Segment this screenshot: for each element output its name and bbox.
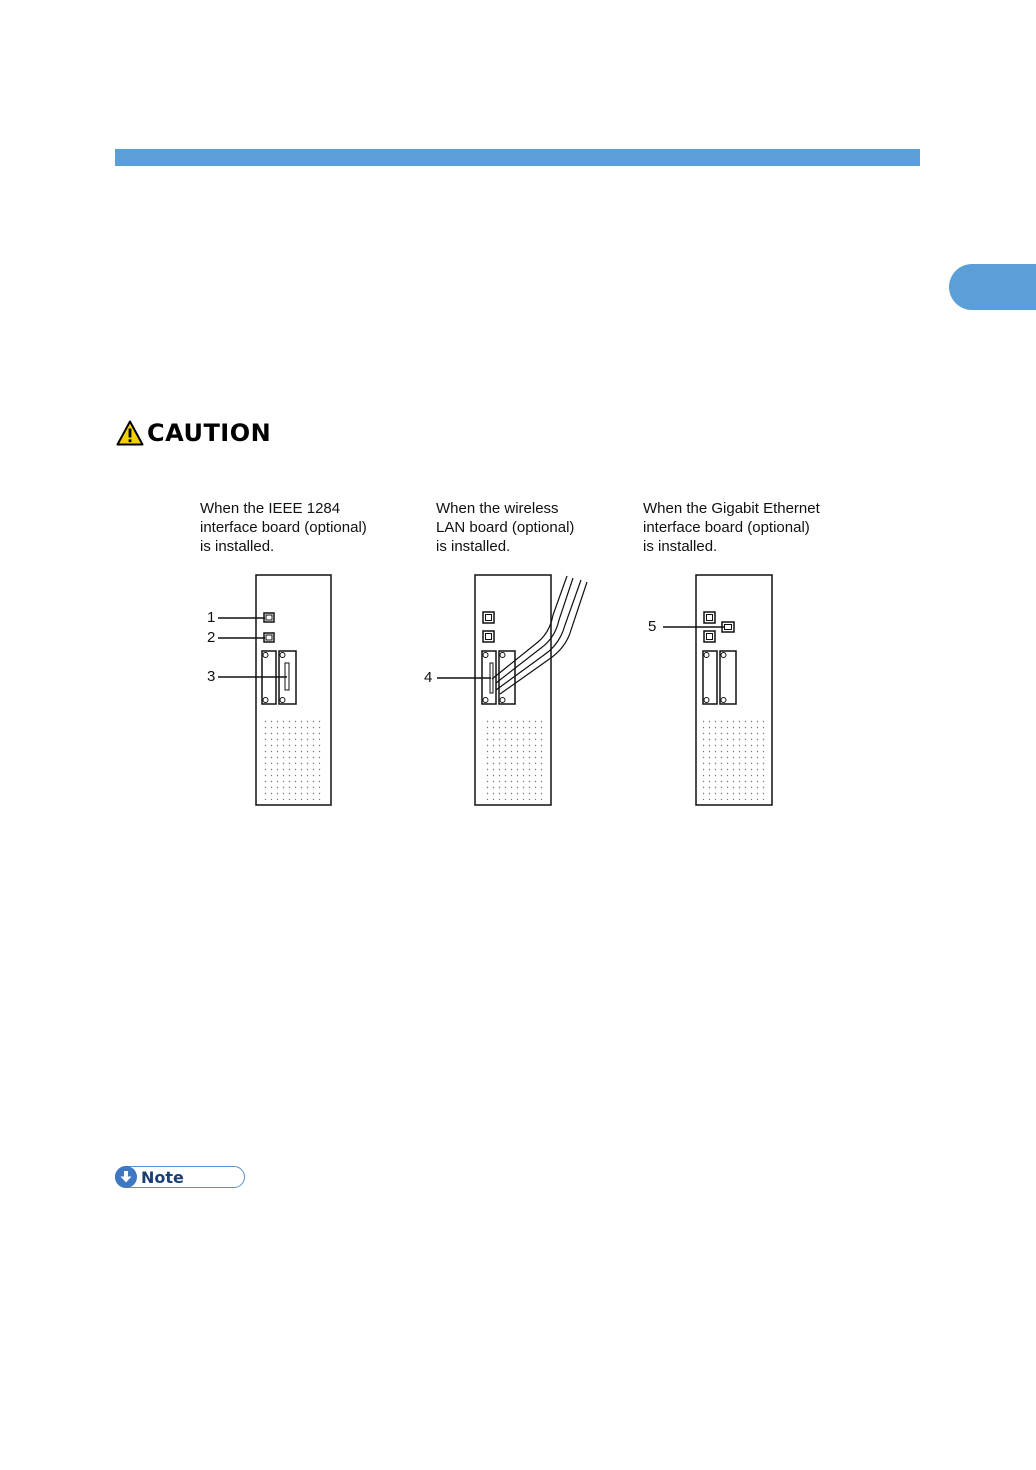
caption-line: interface board (optional)	[643, 519, 810, 536]
panel-3-caption	[643, 499, 820, 556]
caution-label: CAUTION	[147, 419, 272, 447]
caution-heading	[116, 418, 271, 448]
chapter-tab	[949, 264, 1036, 310]
callout-2: 2	[207, 629, 216, 646]
caption-line: interface board (optional)	[200, 519, 367, 536]
panel-2-caption	[436, 499, 574, 556]
note-heading	[115, 1166, 245, 1188]
caption-line: When the IEEE 1284	[200, 500, 341, 517]
callout-5: 5	[648, 618, 657, 635]
chapter-header-bar	[115, 149, 920, 166]
callout-1: 1	[207, 609, 216, 626]
caption-line: LAN board (optional)	[436, 519, 575, 536]
caption-line: is installed.	[200, 538, 275, 555]
callout-3: 3	[207, 668, 216, 685]
panel-3-device	[663, 575, 772, 805]
caption-line: When the Gigabit Ethernet	[643, 500, 820, 517]
warning-triangle-icon	[116, 420, 144, 446]
panel-1-caption	[200, 499, 367, 556]
caption-line: is installed.	[643, 538, 718, 555]
callout-4: 4	[424, 669, 433, 686]
panel-1-device	[218, 575, 331, 805]
down-arrow-icon	[115, 1166, 137, 1188]
note-label: Note	[141, 1167, 184, 1187]
caption-line: When the wireless	[436, 500, 559, 517]
caption-line: is installed.	[436, 538, 511, 555]
panel-2-device	[437, 575, 587, 805]
